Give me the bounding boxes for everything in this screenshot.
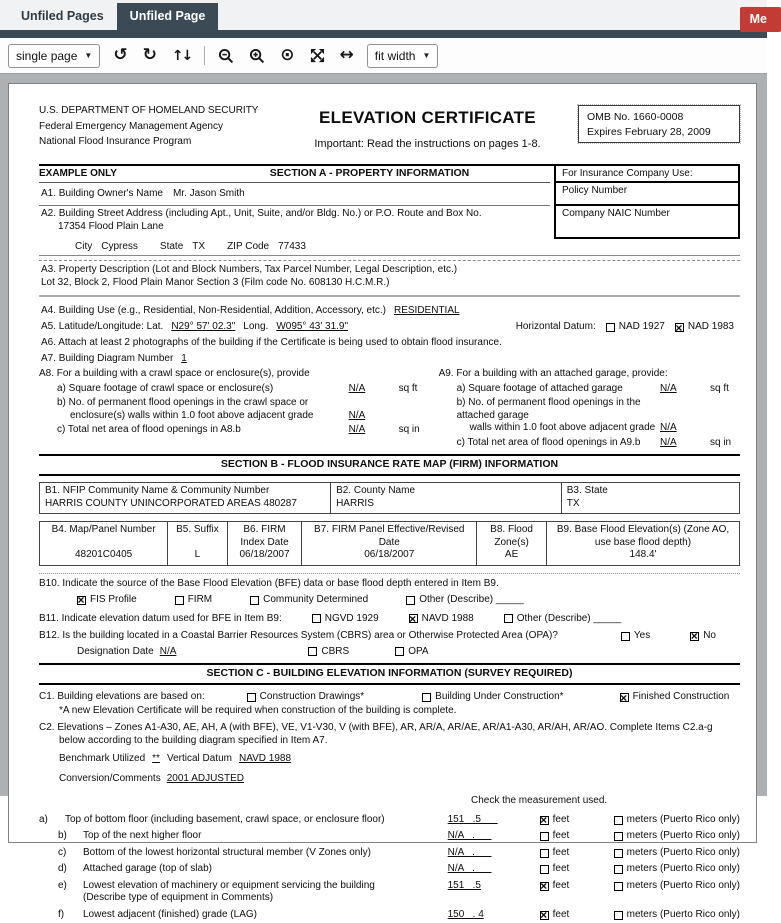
- checkbox-icon: [614, 816, 623, 825]
- tab-underline-bar: [0, 30, 767, 38]
- omb-expiry: Expires February 28, 2009: [587, 125, 711, 138]
- a2-label: A2. Building Street Address (including Apt., Unit, Suite, and/or Bldg. No.) or P.O. Route and Box No.: [41, 208, 482, 219]
- document-header: [39, 103, 740, 152]
- field-b1: B1. NFIP Community Name & Community Number HARRIS COUNTY UNINCORPORATED AREAS 480287: [45, 485, 297, 509]
- conversion-value: 2001 ADJUSTED: [166, 772, 244, 784]
- section-b-table-1: [39, 482, 740, 514]
- checkbox-icon: [675, 323, 684, 332]
- policy-number-label: Policy Number: [556, 183, 738, 206]
- b12-label: B12. Is the building located in a Coastal Barrier Resources System (CBRS) area or Otherwise Protected Area (OPA)?: [39, 630, 558, 642]
- building-under-construction-option: Building Under Construction*: [422, 691, 563, 704]
- field-a5: [39, 321, 740, 334]
- swap-vertical-icon[interactable]: ↑↓: [171, 47, 192, 64]
- fit-page-icon[interactable]: [308, 48, 327, 63]
- a3-value: Lot 32, Block 2, Flood Plain Manor Section 3 (Film code No. 608130 H.C.M.R.): [41, 276, 390, 288]
- conversion-label: Conversion/Comments: [59, 772, 161, 784]
- field-a8: [39, 368, 439, 449]
- finished-construction-option: × Finished Construction: [620, 691, 730, 704]
- field-a2: [39, 206, 550, 240]
- checkbox-icon: [614, 882, 623, 891]
- field-c1: [39, 691, 740, 704]
- checkbox-icon: [540, 911, 549, 920]
- checkbox-icon: [614, 849, 623, 858]
- checkbox-icon: [620, 693, 629, 702]
- zoom-in-icon[interactable]: [247, 48, 267, 64]
- zoom-mode-value: fit width: [374, 48, 416, 63]
- other-describe-option: Other (Describe) _____: [504, 613, 622, 626]
- checkbox-icon: [308, 647, 317, 656]
- checkbox-icon: [621, 632, 630, 641]
- omb-number: OMB No. 1660-0008: [587, 111, 684, 123]
- section-b-table-2: [39, 521, 740, 566]
- example-only-label: EXAMPLE ONLY: [39, 167, 117, 179]
- city-label: City: [75, 241, 93, 253]
- a5-label: A5. Latitude/Longitude: Lat.: [41, 321, 164, 333]
- field-b10: [39, 573, 740, 607]
- field-b6: B6. FIRM Index Date 06/18/2007: [227, 522, 302, 565]
- designation-date-row: [39, 646, 740, 659]
- field-a7: [39, 353, 740, 366]
- field-b9: B9. Base Flood Elevation(s) (Zone AO, use base flood depth) 148.4': [546, 522, 739, 565]
- checkbox-icon: [540, 832, 549, 841]
- tab-unfiled-pages[interactable]: Unfiled Pages: [21, 9, 104, 23]
- measurement-note: Check the measurement used.: [471, 795, 608, 807]
- c2-row-d: d) Attached garage (top of slab) N/A . feet meters (Puerto Rico only): [58, 863, 740, 875]
- field-a3: [39, 260, 740, 293]
- agency-line: Federal Emergency Management Agency: [39, 120, 223, 132]
- page-layout-select[interactable]: [8, 44, 100, 68]
- insurance-use-box: [554, 164, 740, 239]
- menu-button[interactable]: Me: [740, 7, 781, 32]
- benchmark-value: **: [152, 753, 160, 765]
- fit-width-icon[interactable]: ↔: [339, 45, 354, 65]
- field-a9: [439, 368, 740, 449]
- page-layout-value: single page: [16, 48, 78, 63]
- divider: [39, 295, 740, 297]
- zoom-out-icon[interactable]: [216, 48, 236, 64]
- b10-label: B10. Indicate the source of the Base Flood Elevation (BFE) data or base flood depth entered in Item B9.: [39, 577, 499, 589]
- a3-label: A3. Property Description (Lot and Block Numbers, Tax Parcel Number, Legal Description, etc.): [41, 264, 458, 275]
- checkbox-icon: [614, 911, 623, 920]
- checkbox-icon: [247, 693, 256, 702]
- checkbox-icon: [312, 614, 321, 623]
- vertical-datum-value: NAVD 1988: [238, 753, 292, 765]
- field-b5: B5. Suffix L: [167, 522, 226, 565]
- c2-row-a: a) Top of bottom floor (including basement, crawl space, or enclosure floor) 151 .5 × feet meters (Puerto Rico only): [39, 814, 740, 827]
- city-value: Cypress: [101, 241, 138, 253]
- c2-line2: below according to the building diagram specified in Item A7.: [59, 734, 328, 746]
- a7-value: 1: [181, 353, 187, 365]
- title-block: [277, 103, 578, 152]
- ngvd-1929-option: NGVD 1929: [312, 613, 379, 626]
- navd-1988-option: × NAVD 1988: [409, 613, 474, 626]
- important-note: Important: Read the instructions on pages 1-8.: [314, 138, 541, 151]
- checkbox-icon: [422, 693, 431, 702]
- c1-label: C1. Building elevations are based on:: [39, 691, 205, 703]
- checkbox-icon: [250, 596, 259, 605]
- zoom-mode-select[interactable]: [367, 44, 439, 68]
- checkbox-icon: [175, 596, 184, 605]
- a5-lat-value: N29° 57' 02.3": [171, 321, 236, 333]
- zip-label: ZIP Code: [227, 241, 270, 253]
- a9b-row: b) No. of permanent flood openings in the attached garage walls within 1.0 foot above adjacent grade N/A: [456, 397, 677, 433]
- a9c-row: c) Total net area of flood openings in A9.b N/A sq in: [456, 436, 732, 448]
- c2-row-e: e) Lowest elevation of machinery or equipment servicing the building (Describe type of equipment in Comments) 151 .5 × feet meters (Puerto Rico only): [39, 880, 740, 905]
- field-b3: B3. State TX: [561, 483, 739, 513]
- nad-1927-option: NAD 1927: [606, 321, 665, 334]
- field-b2: B2. County Name HARRIS: [330, 483, 561, 513]
- c2-row-c: c) Bottom of the lowest horizontal structural member (V Zones only) N/A . feet meters (Puerto Rico only): [58, 846, 740, 858]
- toolbar-divider: [204, 46, 205, 65]
- a8c-row: c) Total net area of flood openings in A8.b N/A sq in: [57, 424, 420, 435]
- field-a1: [39, 183, 550, 206]
- vertical-datum-label: Vertical Datum: [166, 753, 232, 765]
- c2-measurement-rows: [39, 814, 740, 922]
- firm-option: FIRM: [175, 594, 212, 607]
- c1-note: *A new Elevation Certificate will be required when construction of the building is complete.: [59, 704, 457, 716]
- conversion-row: [39, 773, 740, 786]
- c2-row-f: f) Lowest adjacent (finished) grade (LAG) 150 . 4 × feet meters (Puerto Rico only): [39, 909, 740, 922]
- designation-date-label: Designation Date: [77, 645, 154, 657]
- yes-option: Yes: [621, 630, 650, 643]
- field-a4: [39, 305, 740, 318]
- checkbox-icon: [395, 647, 404, 656]
- section-c-title: SECTION C - BUILDING ELEVATION INFORMATION (SURVEY REQUIRED): [39, 663, 740, 685]
- checkbox-icon: [614, 832, 623, 841]
- benchmark-row: [39, 753, 740, 766]
- naic-number-label: Company NAIC Number: [562, 208, 670, 219]
- agency-line: U.S. DEPARTMENT OF HOMELAND SECURITY: [39, 105, 259, 116]
- section-a-left: [39, 166, 550, 240]
- cbrs-option: CBRS: [308, 646, 349, 659]
- document-page: [8, 83, 757, 920]
- checkbox-icon: [540, 865, 549, 874]
- chevron-down-icon: ▼: [84, 51, 93, 60]
- field-b7: B7. FIRM Panel Effective/Revised Date 06/18/2007: [301, 522, 476, 565]
- tab-bar: [0, 0, 767, 30]
- a8-title: A8. For a building with a crawl space or enclosure(s), provide: [39, 368, 310, 379]
- a7-label: A7. Building Diagram Number: [41, 353, 174, 365]
- checkbox-icon: [690, 632, 699, 641]
- checkbox-icon: [606, 323, 615, 332]
- checkbox-icon: [540, 882, 549, 891]
- c2-line1: C2. Elevations – Zones A1-A30, AE, AH, A (with BFE), VE, V1-V30, V (with BFE), AR, AR/A, AR/AE, AR/A1-A30, AR/AH, AR/AO. Complete Items C2.a-g: [39, 722, 713, 734]
- checkbox-icon: [409, 614, 418, 623]
- document-title: ELEVATION CERTIFICATE: [319, 108, 536, 127]
- field-c2: [39, 722, 740, 747]
- checkbox-icon: [406, 596, 415, 605]
- opa-option: OPA: [395, 646, 428, 659]
- a8b-row: b) No. of permanent flood openings in the crawl space or enclosure(s) walls within 1.0 foot above adjacent grade N/A: [57, 397, 366, 421]
- field-b8: B8. Flood Zone(s) AE: [476, 522, 546, 565]
- field-b11: [39, 613, 740, 626]
- a8a-row: a) Square footage of crawl space or enclosure(s) N/A sq ft: [57, 382, 418, 394]
- section-a-header-row: [39, 166, 550, 183]
- b11-label: B11. Indicate elevation datum used for BFE in Item B9:: [39, 612, 282, 624]
- a2-value: 17354 Flood Plain Lane: [58, 220, 164, 232]
- fields-a8-a9: [39, 368, 740, 449]
- state-label: State: [159, 241, 184, 253]
- horizontal-datum-label: Horizontal Datum:: [515, 321, 596, 333]
- rotate-ccw-icon[interactable]: ↺: [113, 45, 128, 65]
- a5-long-label: Long.: [243, 321, 269, 333]
- tab-unfiled-page[interactable]: Unfiled Page: [117, 3, 219, 30]
- construction-drawings-option: Construction Drawings*: [247, 691, 365, 704]
- a6-label: A6. Attach at least 2 photographs of the building if the Certificate is being used to obtain flood insurance.: [41, 337, 502, 349]
- nad-1983-option: × NAD 1983: [675, 321, 734, 334]
- a5-long-value: W095° 43' 31.9": [276, 321, 349, 333]
- b10-options: [39, 594, 740, 607]
- omb-box: [578, 105, 740, 143]
- state-value: TX: [192, 241, 206, 253]
- document-canvas[interactable]: [0, 74, 767, 920]
- horizontal-datum-group: [516, 321, 740, 334]
- zip-value: 77433: [278, 241, 306, 253]
- a1-label: A1. Building Owner's Name: [41, 187, 163, 199]
- c2-row-b: b) Top of the next higher floor N/A . feet meters (Puerto Rico only): [58, 830, 740, 842]
- a4-label: A4. Building Use (e.g., Residential, Non-Residential, Addition, Accessory, etc.): [41, 305, 386, 317]
- checkbox-icon: [504, 614, 513, 623]
- zoom-actual-icon[interactable]: ⊙: [280, 45, 295, 65]
- fis-profile-option: × FIS Profile: [77, 594, 137, 607]
- agency-line: National Flood Insurance Program: [39, 136, 192, 147]
- other-describe-option: Other (Describe) _____: [406, 594, 524, 607]
- checkbox-icon: [540, 849, 549, 858]
- a1-value: Mr. Jason Smith: [172, 187, 245, 199]
- checkbox-icon: [77, 596, 86, 605]
- field-a6: [39, 337, 740, 350]
- section-a-title: SECTION A - PROPERTY INFORMATION: [269, 167, 470, 180]
- field-b12: [39, 630, 740, 643]
- city-state-zip-row: [39, 240, 740, 256]
- field-b4: B4. Map/Panel Number 48201C0405: [51, 524, 156, 561]
- section-a: [39, 164, 740, 240]
- insurance-use-label: For Insurance Company Use:: [556, 166, 738, 183]
- designation-date-value: N/A: [159, 645, 177, 657]
- agency-block: [39, 103, 277, 152]
- rotate-cw-icon[interactable]: ↻: [142, 45, 157, 65]
- a9a-row: a) Square footage of attached garage N/A sq ft: [456, 382, 729, 394]
- a4-value: RESIDENTIAL: [394, 305, 460, 317]
- section-b-title: SECTION B - FLOOD INSURANCE RATE MAP (FIRM) INFORMATION: [39, 454, 740, 476]
- viewer-toolbar: [0, 38, 767, 74]
- a9-title: A9. For a building with an attached garage, provide:: [438, 368, 668, 379]
- community-determined-option: Community Determined: [250, 594, 368, 607]
- checkbox-icon: [540, 816, 549, 825]
- chevron-down-icon: ▼: [422, 51, 431, 60]
- no-option: × No: [690, 630, 716, 643]
- checkbox-icon: [614, 865, 623, 874]
- benchmark-label: Benchmark Utilized: [59, 753, 146, 765]
